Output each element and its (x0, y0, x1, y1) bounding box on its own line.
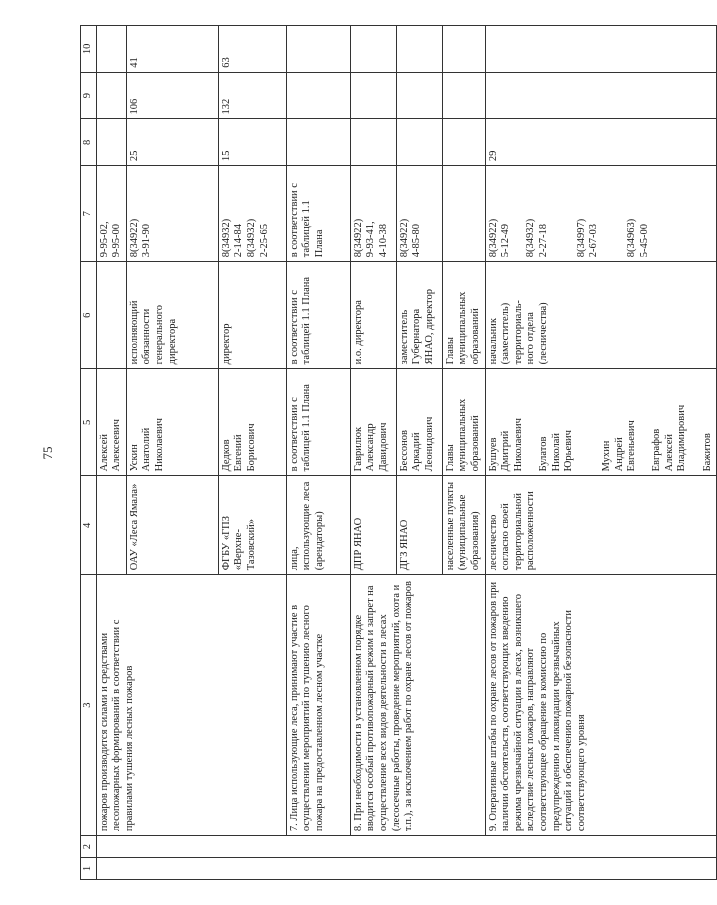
cell-count-9: 106 (126, 72, 218, 119)
cell-position: директор (218, 262, 286, 369)
table-row (350, 26, 396, 880)
cell-phone: 8(34922) 3-91-90 (126, 166, 218, 262)
page-number: 75 (40, 446, 55, 460)
cell-measure: 7. Лица использующие леса, принимают участие в осуществлении мероприятий по тушению лесного пожара на предоставленном лесном участке (286, 575, 350, 836)
cell-count-9 (485, 72, 717, 119)
cell-count-8: 15 (218, 119, 286, 166)
cell-count-10 (485, 26, 717, 73)
cell-count-10 (396, 26, 442, 73)
cell-count-8 (442, 119, 485, 166)
cell-person: Дедков Евгений Борисович (218, 369, 286, 476)
table-row (286, 26, 350, 880)
cell-col2 (96, 836, 717, 858)
cell-person: Бессонов Аркадий Леонидович (396, 369, 442, 476)
cell-position: исполняющий обязанности генерального директора (126, 262, 218, 369)
cell-person: Главы муниципальных образований (442, 369, 485, 476)
cell-phone: 9-95-02, 9-95-00 (96, 166, 126, 262)
col-header-10: 10 (81, 26, 97, 73)
col-header-6: 6 (81, 262, 97, 369)
cell-count-8 (350, 119, 396, 166)
table-row (485, 26, 717, 880)
cell-phone: в соответствии с таблицей 1.1 Плана (286, 166, 350, 262)
cell-count-8: 25 (126, 119, 218, 166)
cell-count-10 (286, 26, 350, 73)
cell-person: в соответствии с таблицей 1.1 Плана (286, 369, 350, 476)
cell-position: в соответствии с таблицей 1.1 Плана (286, 262, 350, 369)
cell-org (96, 476, 126, 575)
cell-org: ФГБУ «ГПЗ «Верхне- Тазовский» (218, 476, 286, 575)
cell-count-10 (96, 26, 126, 73)
cell-position (96, 262, 126, 369)
cell-count-9 (286, 72, 350, 119)
cell-count-10: 63 (218, 26, 286, 73)
cell-col1 (96, 858, 717, 880)
cell-count-8 (286, 119, 350, 166)
cell-count-10: 41 (126, 26, 218, 73)
cell-phone: 8(34932) 2-14-84 8(34932) 2-25-65 (218, 166, 286, 262)
cell-measure: пожаров производится силами и средствами лесопожарных формирований в соответствии с правилами тушения лесных пожаров (96, 575, 286, 836)
cell-person: Бушуев Дмитрий Николаевич Булатов Николай Юрьевич Мухин Андрей Евгеньевич Евграфов Алексей Владимирович Бажитов (485, 369, 717, 476)
cell-count-9 (350, 72, 396, 119)
col-header-7: 7 (81, 166, 97, 262)
cell-count-10 (350, 26, 396, 73)
cell-org: лица, использующие леса (арендаторы) (286, 476, 350, 575)
col-header-9: 9 (81, 72, 97, 119)
col-header-3: 3 (81, 575, 97, 836)
cell-person: Ускин Анатолий Николаевич (126, 369, 218, 476)
cell-phone (442, 166, 485, 262)
cell-position: начальник (заместитель) территориаль- ного отдела (лесничества) (485, 262, 717, 369)
cell-count-8 (396, 119, 442, 166)
cell-count-9 (96, 72, 126, 119)
cell-count-9 (442, 72, 485, 119)
cell-phone: 8(34922) 9-93-41, 4-10-38 (350, 166, 396, 262)
cell-phone: 8(34922) 5-12-49 8(34932) 2-27-18 8(34997) 2-67-03 8(34963) 5-45-00 (485, 166, 717, 262)
rotated-table-container (80, 25, 713, 880)
header-row (81, 26, 97, 880)
col-header-1: 1 (81, 858, 97, 880)
cell-measure: 9. Оперативные штабы по охране лесов от пожаров при наличии обстоятельств, соответствующих введению режима чрезвычайной ситуации в лесах, возникшего вследствие лесных пожаров, направляют соответствующее обращение в комиссию по предупреждению и ликвидации чрезвычайных ситуаций и обеспечению пожарной безопасности соответствующего уровня (485, 575, 717, 836)
cell-org: населенные пункты (муниципальные образования) (442, 476, 485, 575)
cell-count-9 (396, 72, 442, 119)
cell-position: Главы муниципальных образований (442, 262, 485, 369)
cell-count-8: 29 (485, 119, 717, 166)
cell-org: ДПР ЯНАО (350, 476, 396, 575)
cell-measure: 8. При необходимости в установленном порядке вводится особый противопожарный режим и запрет на осуществление всех видов деятельности в лесах (лесосечные работы, проведение мероприятий, охота и т.п.), за исключением работ по охране лесов от пожаров (350, 575, 485, 836)
cell-count-10 (442, 26, 485, 73)
table-row (96, 26, 126, 880)
cell-position: и.о. директора (350, 262, 396, 369)
cell-person: Гаврилюк Александр Давидович (350, 369, 396, 476)
fire-response-table (80, 25, 717, 880)
col-header-8: 8 (81, 119, 97, 166)
cell-org: ОАУ «Леса Ямала» (126, 476, 218, 575)
cell-person: Алексей Алексеевич (96, 369, 126, 476)
cell-org: ДГЗ ЯНАО (396, 476, 442, 575)
cell-count-9: 132 (218, 72, 286, 119)
cell-position: заместитель Губернатора ЯНАО, директор (396, 262, 442, 369)
col-header-4: 4 (81, 476, 97, 575)
col-header-2: 2 (81, 836, 97, 858)
cell-org: лесничество согласно своей территориальной расположенности (485, 476, 717, 575)
cell-count-8 (96, 119, 126, 166)
cell-phone: 8(34922) 4-85-80 (396, 166, 442, 262)
col-header-5: 5 (81, 369, 97, 476)
